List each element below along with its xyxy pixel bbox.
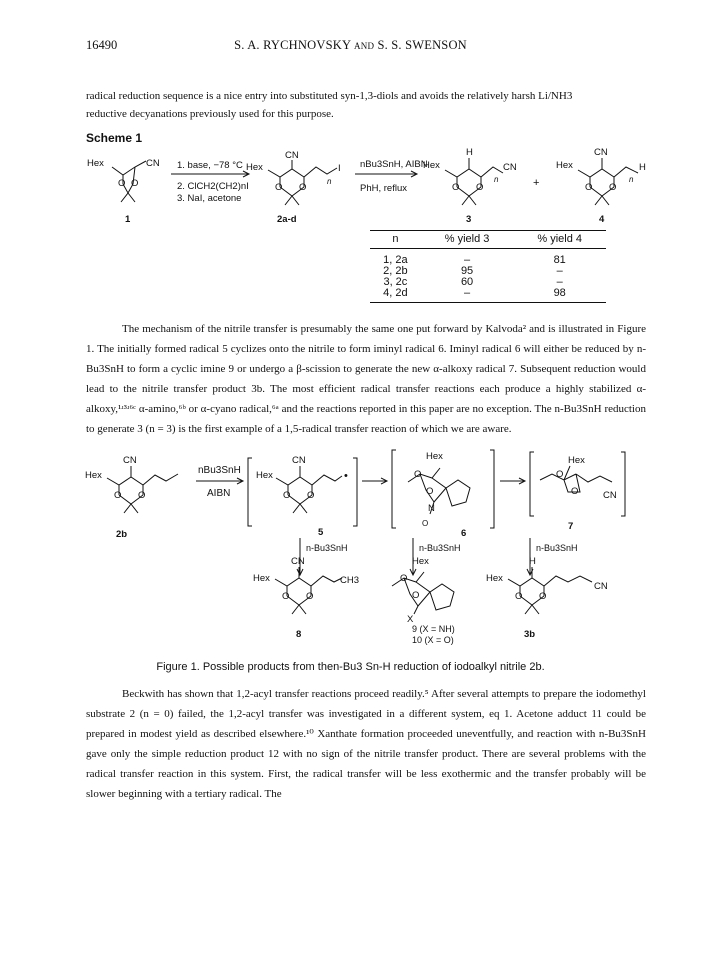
c9-label: 9 (X = NH) bbox=[412, 624, 455, 634]
c3-h: H bbox=[466, 147, 473, 158]
table-cell: 4, 2d bbox=[370, 288, 421, 303]
c2-o-right: O bbox=[299, 182, 307, 193]
c6-o-2: O bbox=[426, 486, 434, 497]
c4-o-left: O bbox=[585, 182, 593, 193]
step2-cond-2: PhH, reflux bbox=[360, 183, 407, 194]
c2b-o-right: O bbox=[138, 490, 146, 501]
c7-hex: Hex bbox=[568, 455, 585, 466]
c4-cn: CN bbox=[594, 147, 608, 158]
c5-radical-dot: • bbox=[344, 470, 348, 482]
c2-iodo: I bbox=[338, 163, 341, 174]
table-cell: – bbox=[556, 265, 563, 277]
intro-line-1: radical reduction sequence is a nice entry into substituted syn-1,3-diols and avoids the relatively harsh Li/NH3 bbox=[86, 90, 573, 102]
c1-hex: Hex bbox=[87, 158, 104, 169]
yield-table bbox=[370, 230, 606, 303]
c3b-h: H bbox=[529, 556, 536, 567]
c8-ch3: CH3 bbox=[340, 575, 360, 586]
table-cell: 81 bbox=[553, 254, 566, 266]
c3-hex: Hex bbox=[423, 160, 440, 171]
c1-label: 1 bbox=[125, 214, 131, 225]
c3-n: n bbox=[494, 175, 499, 184]
yield-table-header-yield4: % yield 4 bbox=[513, 231, 606, 249]
c1-cn: CN bbox=[146, 158, 160, 169]
table-cell: 98 bbox=[513, 288, 606, 303]
c4-h: H bbox=[639, 162, 646, 173]
table-cell: 95 bbox=[460, 265, 474, 277]
c2b-hex: Hex bbox=[85, 470, 102, 481]
c8-o-left: O bbox=[282, 591, 290, 602]
c2-hex: Hex bbox=[246, 162, 263, 173]
c8-o-right: O bbox=[306, 591, 314, 602]
c1-o-left: O bbox=[118, 178, 126, 189]
scheme-title: Scheme 1 bbox=[86, 131, 143, 145]
c3-cn: CN bbox=[503, 162, 517, 173]
table-cell: – bbox=[464, 254, 471, 266]
c3-o-right: O bbox=[476, 182, 484, 193]
c6-hex: Hex bbox=[426, 451, 443, 462]
intro-line-2: reductive decyanations previously used for this purpose. bbox=[86, 108, 334, 120]
table-cell: – bbox=[556, 276, 563, 288]
c4-hex: Hex bbox=[556, 160, 573, 171]
c8-cn: CN bbox=[291, 556, 305, 567]
c2b-cn: CN bbox=[123, 455, 137, 466]
step1-cond-2: 2. ClCH2(CH2)nI bbox=[177, 181, 249, 192]
table-cell: 2, 2b bbox=[383, 265, 408, 277]
c4-n: n bbox=[629, 175, 634, 184]
c2-o-left: O bbox=[275, 182, 283, 193]
c3b-label: 3b bbox=[524, 629, 536, 640]
c1-o-right: O bbox=[131, 178, 139, 189]
page-number: 16490 bbox=[86, 38, 118, 52]
c2-n: n bbox=[327, 177, 332, 186]
c3b-o-left: O bbox=[515, 591, 523, 602]
figure1-diagram bbox=[0, 436, 701, 654]
reduce-label-3: n-Bu3SnH bbox=[536, 543, 578, 553]
c5-o-right: O bbox=[307, 490, 315, 501]
c9-o-2: O bbox=[412, 590, 420, 601]
c3b-o-right: O bbox=[539, 591, 547, 602]
step1-cond-1: 1. base, −78 °C bbox=[177, 160, 243, 171]
table-cell: 1, 2a bbox=[383, 254, 408, 266]
step2-cond-1: nBu3SnH, AIBN bbox=[360, 159, 428, 170]
yield-table-header-n: n bbox=[370, 231, 421, 249]
c6-label: 6 bbox=[461, 528, 467, 539]
table-row bbox=[370, 288, 606, 303]
c2-cn: CN bbox=[285, 150, 299, 161]
plus-sign: + bbox=[533, 177, 540, 189]
figure1-caption: Figure 1. Possible products from then-Bu3 Sn-H reduction of iodoalkyl nitrile 2b. bbox=[156, 661, 545, 673]
c10-label: 10 (X = O) bbox=[412, 635, 454, 645]
table-cell: – bbox=[421, 288, 514, 303]
yield-table-header-yield3: % yield 3 bbox=[421, 231, 514, 249]
scheme1-diagram bbox=[0, 140, 701, 235]
step1-cond-3: 3. NaI, acetone bbox=[177, 193, 242, 204]
c6-o-1: O bbox=[414, 469, 422, 480]
c9-o-1: O bbox=[400, 573, 408, 584]
c2b-label: 2b bbox=[116, 529, 128, 540]
c4-o-right: O bbox=[609, 182, 617, 193]
c9-x: X bbox=[407, 614, 414, 625]
c8-label: 8 bbox=[296, 629, 302, 640]
c7-cn: CN bbox=[603, 490, 617, 501]
c8-hex: Hex bbox=[253, 573, 270, 584]
table-cell: 60 bbox=[460, 276, 474, 288]
c7-o-1: O bbox=[556, 469, 564, 480]
table-cell: 3, 2c bbox=[383, 276, 408, 288]
paragraph-mechanism: The mechanism of the nitrile transfer is presumably the same one put forward by Kalvoda² and is illustrated in Figure 1. The initially formed radical 5 cyclizes onto the nitrile to form iminyl radical 6. Iminyl radical 6 will either be reduced by n-Bu3SnH to form a cyclic imine 9 or undergo a β-scission to generate the new α-alkoxy radical 7. Subsequent reduction would lead to the nitrile transfer product 3b. The most efficient radical transfer reactions each produce a highly stabilized α-alkoxy,¹ʴ³ʴ⁶ᶜ α-amino,⁶ᵇ or α-cyano radical,⁶ᵃ and the reactions reported in this paper are no exception. The n-Bu3SnH reduction to generate 3 (n = 3) is the first example of a 1,5-radical transfer reaction of which we are aware. bbox=[86, 323, 646, 435]
reduce-label-2: n-Bu3SnH bbox=[419, 543, 461, 553]
c5-hex: Hex bbox=[256, 470, 273, 481]
c5-label: 5 bbox=[318, 527, 324, 538]
c5-cn: CN bbox=[292, 455, 306, 466]
c6-n: N bbox=[428, 503, 435, 514]
c9-hex: Hex bbox=[412, 556, 429, 567]
fig-reagent-bottom: AIBN bbox=[207, 488, 231, 499]
c2-label: 2a-d bbox=[277, 214, 297, 225]
paragraph-beckwith: Beckwith has shown that 1,2-acyl transfer reactions proceed readily.⁵ After several attempts to prepare the iodomethyl substrate 2 (n = 0) failed, the 1,2-acyl transfer was investigated in a different system, eq 1. Acetone adduct 11 could be prepared in modest yield as described elsewhere.¹⁰ Xanthate formation proceeded uneventfully, and reaction with n-Bu3SnH gave only the simple reduction product 12 with no sign of the nitrile transfer product. There are several problems with the radical transfer reaction in this system. First, the radical transfer will be less exothermic and the transfer probably will be slower beginning with a tertiary radical. The bbox=[86, 688, 646, 800]
running-header-authors: S. A. RYCHNOVSKY and S. S. SWENSON bbox=[234, 38, 467, 52]
c5-o-left: O bbox=[283, 490, 291, 501]
c6-o-3: O bbox=[422, 519, 429, 528]
c2b-o-left: O bbox=[114, 490, 122, 501]
fig-reagent-top: nBu3SnH bbox=[198, 465, 241, 476]
c3b-hex: Hex bbox=[486, 573, 503, 584]
c3b-cn: CN bbox=[594, 581, 608, 592]
c7-label: 7 bbox=[568, 521, 574, 532]
c4-label: 4 bbox=[599, 214, 605, 225]
table-row bbox=[370, 249, 606, 267]
c7-o-2: O bbox=[571, 486, 579, 497]
reduce-label-1: n-Bu3SnH bbox=[306, 543, 348, 553]
c3-label: 3 bbox=[466, 214, 472, 225]
c3-o-left: O bbox=[452, 182, 460, 193]
